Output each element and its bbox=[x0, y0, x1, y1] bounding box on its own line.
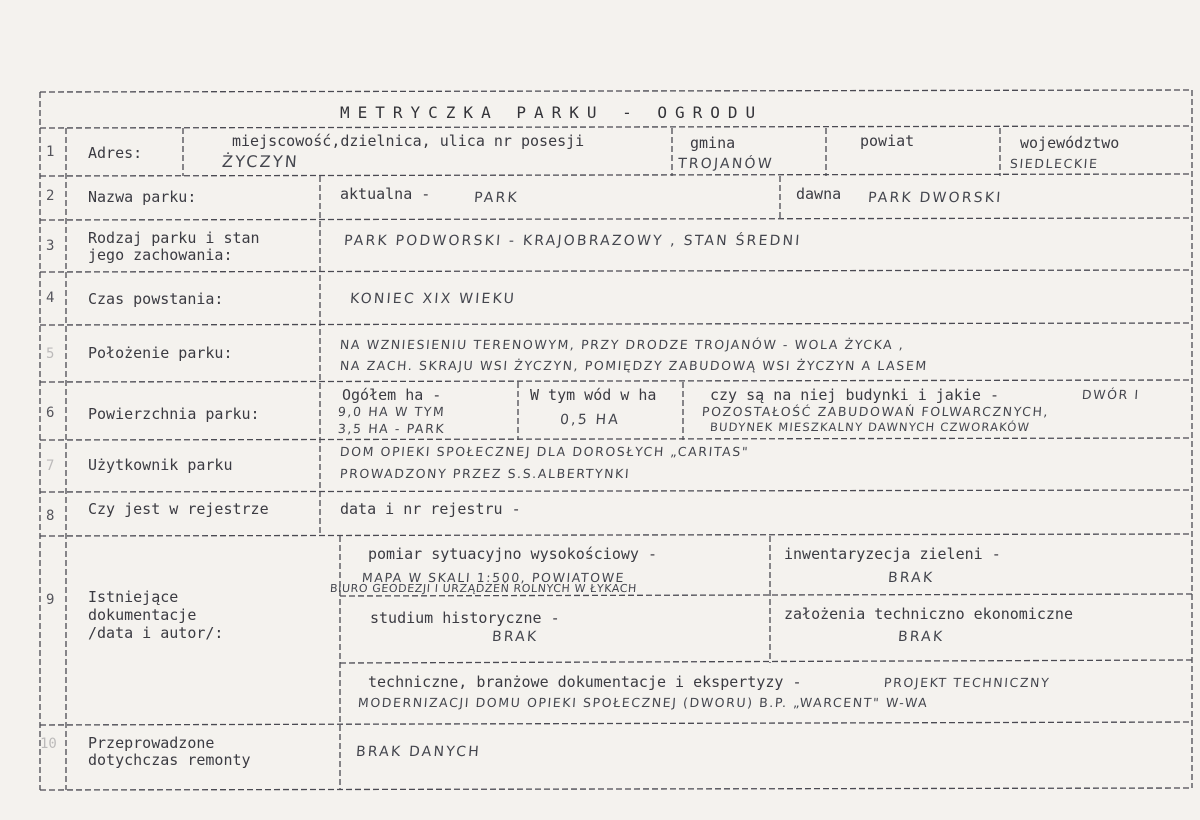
current-name-label: aktualna - bbox=[340, 185, 431, 203]
row-number-7: 7 bbox=[46, 458, 55, 474]
documentation-label-1: Istniejące bbox=[88, 588, 179, 606]
water-area-value: 0,5 HA bbox=[559, 412, 621, 428]
user-label: Użytkownik parku bbox=[88, 456, 233, 474]
location-value-1: NA WZNIESIENIU TERENOWYM, PRZY DRODZE TROJANÓW - WOLA ŻYCKA , bbox=[339, 337, 906, 352]
creation-time-value: KONIEC XIX WIEKU bbox=[349, 291, 517, 307]
row-number-10: 10 bbox=[40, 736, 57, 752]
powiat-label: powiat bbox=[860, 132, 915, 150]
row-number-5: 5 bbox=[46, 346, 55, 362]
locality-label: miejscowość,dzielnica, ulica nr posesji bbox=[232, 132, 585, 150]
history-study-value: BRAK bbox=[491, 629, 539, 645]
park-name-label: Nazwa parku: bbox=[88, 188, 197, 206]
location-label: Położenie parku: bbox=[88, 344, 233, 362]
park-type-value: PARK PODWORSKI - KRAJOBRAZOWY , STAN ŚREDNI bbox=[343, 233, 803, 249]
park-type-label-1: Rodzaj parku i stan bbox=[88, 229, 260, 247]
park-type-label-2: jego zachowania: bbox=[88, 246, 233, 264]
former-name-value: PARK DWORSKI bbox=[867, 190, 1004, 206]
gmina-value: TROJANÓW bbox=[677, 156, 775, 172]
renovations-value: BRAK DANYCH bbox=[355, 744, 482, 760]
renovations-label-2: dotychczas remonty bbox=[88, 751, 251, 769]
area-label: Powierzchnia parku: bbox=[88, 405, 260, 423]
user-value-2: PROWADZONY PRZEZ S.S.ALBERTYNKI bbox=[339, 466, 631, 481]
total-area-value-2: 3,5 HA - PARK bbox=[337, 421, 446, 436]
documentation-label-2: dokumentacje bbox=[88, 606, 197, 624]
row-number-6: 6 bbox=[46, 405, 55, 421]
technical-docs-value-2: MODERNIZACJI DOMU OPIEKI SPOŁECZNEJ (DWORU) B.P. „WARCENT" W-WA bbox=[357, 695, 929, 710]
gmina-label: gmina bbox=[690, 134, 736, 152]
creation-time-label: Czas powstania: bbox=[88, 290, 224, 308]
voivodeship-label: województwo bbox=[1020, 134, 1120, 152]
water-area-label: W tym wód w ha bbox=[530, 386, 657, 404]
row-number-9: 9 bbox=[46, 592, 55, 608]
survey-value-1: MAPA W SKALI 1:500, POWIATOWE bbox=[361, 570, 626, 585]
current-name-value: PARK bbox=[473, 190, 520, 206]
technical-docs-label: techniczne, branżowe dokumentacje i ekspertyzy - bbox=[368, 673, 802, 691]
inventory-value: BRAK bbox=[887, 570, 935, 586]
renovations-label-1: Przeprowadzone bbox=[88, 734, 215, 752]
address-label: Adres: bbox=[88, 144, 143, 162]
total-area-value-1: 9,0 HA W TYM bbox=[337, 404, 446, 419]
voivodeship-value: SIEDLECKIE bbox=[1009, 156, 1100, 171]
tech-econ-value: BRAK bbox=[897, 629, 945, 645]
user-value-1: DOM OPIEKI SPOŁECZNEJ DLA DOROSŁYCH „CARITAS" bbox=[339, 444, 750, 459]
row-number-3: 3 bbox=[46, 238, 55, 254]
location-value-2: NA ZACH. SKRAJU WSI ŻYCZYN, POMIĘDZY ZABUDOWĄ WSI ŻYCZYN A LASEM bbox=[339, 358, 929, 373]
documentation-label-3: /data i autor/: bbox=[88, 624, 224, 642]
locality-value: ŻYCZYN bbox=[221, 152, 300, 171]
buildings-value-1: DWÓR I bbox=[1081, 387, 1141, 402]
buildings-value-3: BUDYNEK MIESZKALNY DAWNYCH CZWORAKÓW bbox=[709, 420, 1031, 434]
history-study-label: studium historyczne - bbox=[370, 609, 560, 627]
survey-label: pomiar sytuacyjno wysokościowy - bbox=[368, 545, 657, 563]
register-date-label: data i nr rejestru - bbox=[340, 500, 521, 518]
survey-value-2: BIURO GEODEZJI I URZĄDZEŃ ROLNYCH W ŁYKACH bbox=[329, 582, 638, 595]
tech-econ-label: założenia techniczno ekonomiczne bbox=[784, 605, 1073, 623]
register-label: Czy jest w rejestrze bbox=[88, 500, 269, 518]
row-number-4: 4 bbox=[46, 290, 55, 306]
buildings-value-2: POZOSTAŁOŚĆ ZABUDOWAŃ FOLWARCZNYCH, bbox=[701, 404, 1050, 419]
inventory-label: inwentaryzecja zieleni - bbox=[784, 545, 1001, 563]
technical-docs-value-1: PROJEKT TECHNICZNY bbox=[883, 675, 1051, 690]
row-number-8: 8 bbox=[46, 508, 55, 524]
buildings-label: czy są na niej budynki i jakie - bbox=[710, 386, 999, 404]
former-name-label: dawna bbox=[796, 185, 842, 203]
total-area-label: Ogółem ha - bbox=[342, 386, 442, 404]
row-number-1: 1 bbox=[46, 144, 55, 160]
row-number-2: 2 bbox=[46, 188, 55, 204]
form-title: METRYCZKA PARKU - OGRODU bbox=[340, 103, 764, 122]
